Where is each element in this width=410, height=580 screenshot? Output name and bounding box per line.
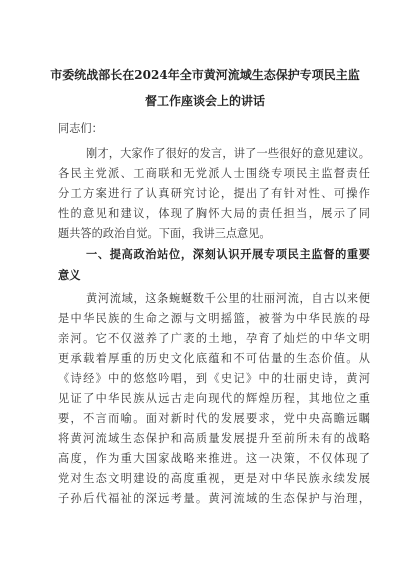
paragraph-line: 各民主党派、工商联和无党派人士围绕专项民主监督责任 (58, 167, 370, 180)
paragraph-line: 《诗经》中的悠悠吟唱，到《史记》中的壮丽史诗，黄河 (58, 372, 370, 385)
paragraph-line: 将黄河流域生态保护和高质量发展提升至前所未有的战略 (58, 432, 370, 445)
paragraph-line: 要，不言而喻。面对新时代的发展要求，党中央高瞻远瞩 (58, 412, 370, 425)
paragraph-line: 高度，作为重大国家战略来推进。这一决策，不仅体现了 (58, 452, 370, 465)
paragraph-line: 分工方案进行了认真研究讨论，提出了有针对性、可操作 (58, 187, 370, 200)
paragraph-line: 黄河流域，这条蜿蜒数千公里的壮丽河流，自古以来便 (86, 292, 370, 305)
salutation: 同志们： (58, 122, 103, 135)
paragraph-line: 见证了中华民族从远古走向现代的辉煌历程，其地位之重 (58, 392, 370, 405)
paragraph-line: 子孙后代福祉的深远考量。黄河流域的生态保护与治理， (58, 492, 370, 505)
section-heading: 一、提高政治站位，深刻认识开展专项民主监督的重要 (86, 247, 370, 261)
section-heading: 意义 (58, 268, 81, 282)
paragraph-line: 刚才，大家作了很好的发言，讲了一些很好的意见建议。 (86, 147, 370, 160)
paragraph-line: 是中华民族的生命之源与文明摇篮，被誉为中华民族的母 (58, 312, 370, 325)
paragraph-line: 性的意见和建议，体现了胸怀大局的责任担当，展示了同 (58, 207, 370, 220)
paragraph-line: 题共答的政治自觉。下面，我讲三点意见。 (58, 227, 271, 240)
paragraph-line: 亲河。它不仅滋养了广袤的土地，孕育了灿烂的中华文明 (58, 332, 370, 345)
paragraph-line: 党对生态文明建设的高度重视，更是对中华民族永续发展 (58, 472, 370, 485)
paragraph-line: 更承载着厚重的历史文化底蕴和不可估量的生态价值。从 (58, 352, 370, 365)
document-title-line-1: 市委统战部长在2024年全市黄河流域生态保护专项民主监 (50, 68, 360, 82)
document-title-line-2: 督工作座谈会上的讲话 (144, 94, 265, 108)
